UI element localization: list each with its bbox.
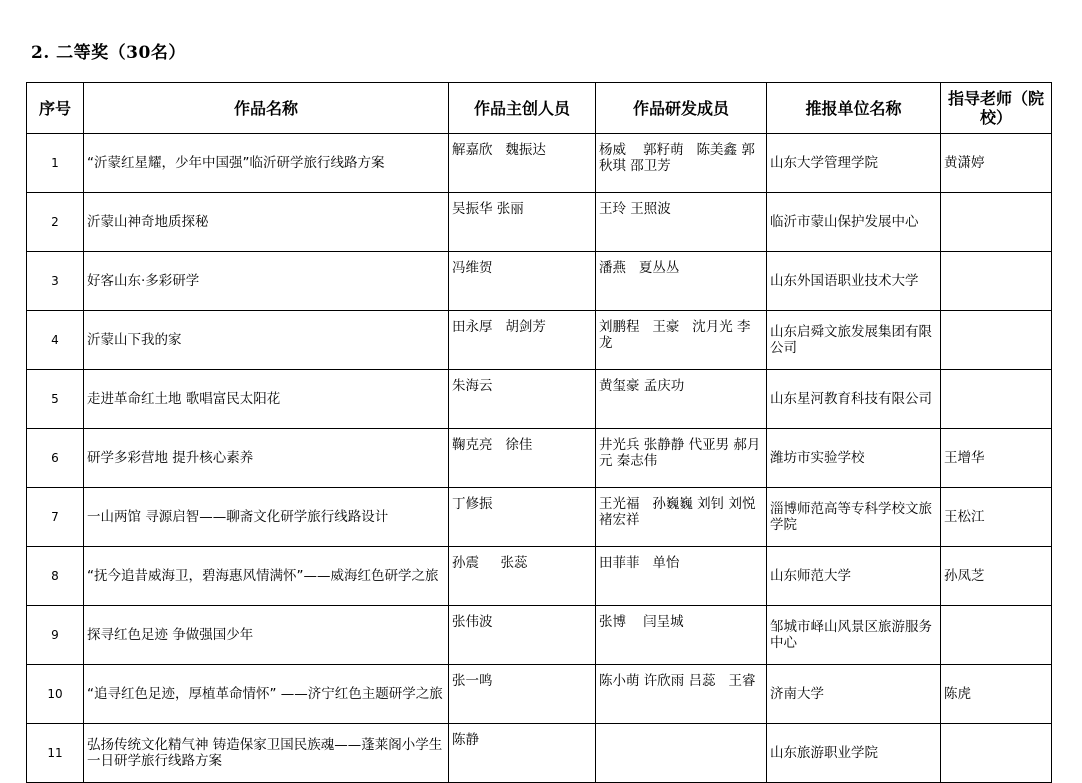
cell-dev-members: 杨威 郭籽萌 陈美鑫 郭秋琪 邵卫芳: [596, 134, 767, 193]
cell-no: 2: [27, 193, 84, 252]
cell-teacher: [941, 193, 1052, 252]
cell-work-name: “沂蒙红星耀，少年中国强”临沂研学旅行线路方案: [84, 134, 449, 193]
cell-no: 4: [27, 311, 84, 370]
cell-no: 6: [27, 429, 84, 488]
cell-dev-members: 王玲 王照波: [596, 193, 767, 252]
cell-main-creators: 冯维贺: [449, 252, 596, 311]
cell-unit: 邹城市峄山风景区旅游服务中心: [767, 606, 941, 665]
cell-work-name: “追寻红色足迹，厚植革命情怀” ——济宁红色主题研学之旅: [84, 665, 449, 724]
header-main-creators: 作品主创人员: [449, 83, 596, 134]
cell-main-creators: 丁修振: [449, 488, 596, 547]
cell-main-creators: 朱海云: [449, 370, 596, 429]
cell-work-name: 好客山东·多彩研学: [84, 252, 449, 311]
cell-teacher: [941, 311, 1052, 370]
cell-main-creators: 田永厚 胡剑芳: [449, 311, 596, 370]
header-work-name: 作品名称: [84, 83, 449, 134]
award-table: [26, 82, 1052, 783]
cell-work-name: 走进革命红土地 歌唱富民太阳花: [84, 370, 449, 429]
cell-no: 8: [27, 547, 84, 606]
table-row: [27, 547, 1052, 606]
cell-main-creators: 张一鸣: [449, 665, 596, 724]
cell-no: 3: [27, 252, 84, 311]
cell-work-name: 弘扬传统文化精气神 铸造保家卫国民族魂——蓬莱阁小学生一日研学旅行线路方案: [84, 724, 449, 783]
cell-work-name: 一山两馆 寻源启智——聊斋文化研学旅行线路设计: [84, 488, 449, 547]
cell-main-creators: 鞠克亮 徐佳: [449, 429, 596, 488]
table-row: [27, 252, 1052, 311]
table-row: [27, 429, 1052, 488]
cell-work-name: 探寻红色足迹 争做强国少年: [84, 606, 449, 665]
header-no: 序号: [27, 83, 84, 134]
cell-teacher: 陈虎: [941, 665, 1052, 724]
cell-work-name: “抚今追昔威海卫，碧海惠风情满怀”——威海红色研学之旅: [84, 547, 449, 606]
cell-no: 1: [27, 134, 84, 193]
cell-dev-members: 田菲菲 单怡: [596, 547, 767, 606]
cell-main-creators: 陈静: [449, 724, 596, 783]
table-row: [27, 193, 1052, 252]
cell-teacher: 王增华: [941, 429, 1052, 488]
cell-unit: 淄博师范高等专科学校文旅学院: [767, 488, 941, 547]
section-title: 2. 二等奖（30名）: [31, 43, 186, 63]
table-header-row: [27, 83, 1052, 134]
cell-dev-members: 王光福 孙巍巍 刘钊 刘悦 褚宏祥: [596, 488, 767, 547]
cell-dev-members: 刘鹏程 王豪 沈月光 李龙: [596, 311, 767, 370]
cell-work-name: 研学多彩营地 提升核心素养: [84, 429, 449, 488]
cell-dev-members: [596, 724, 767, 783]
cell-no: 11: [27, 724, 84, 783]
cell-teacher: [941, 252, 1052, 311]
table-row: [27, 606, 1052, 665]
cell-unit: 山东师范大学: [767, 547, 941, 606]
table-row: [27, 724, 1052, 783]
cell-teacher: [941, 606, 1052, 665]
table-row: [27, 370, 1052, 429]
cell-work-name: 沂蒙山下我的家: [84, 311, 449, 370]
cell-no: 10: [27, 665, 84, 724]
cell-main-creators: 张伟波: [449, 606, 596, 665]
cell-teacher: [941, 724, 1052, 783]
cell-teacher: 孙凤芝: [941, 547, 1052, 606]
cell-unit: 山东星河教育科技有限公司: [767, 370, 941, 429]
cell-main-creators: 解嘉欣 魏振达: [449, 134, 596, 193]
cell-unit: 济南大学: [767, 665, 941, 724]
cell-unit: 潍坊市实验学校: [767, 429, 941, 488]
cell-work-name: 沂蒙山神奇地质探秘: [84, 193, 449, 252]
cell-no: 9: [27, 606, 84, 665]
cell-main-creators: 孙震 张蕊: [449, 547, 596, 606]
cell-no: 5: [27, 370, 84, 429]
cell-unit: 山东旅游职业学院: [767, 724, 941, 783]
header-dev-members: 作品研发成员: [596, 83, 767, 134]
cell-dev-members: 潘燕 夏丛丛: [596, 252, 767, 311]
cell-unit: 山东外国语职业技术大学: [767, 252, 941, 311]
cell-unit: 临沂市蒙山保护发展中心: [767, 193, 941, 252]
cell-dev-members: 张博 闫呈城: [596, 606, 767, 665]
header-unit: 推报单位名称: [767, 83, 941, 134]
cell-main-creators: 吴振华 张丽: [449, 193, 596, 252]
cell-dev-members: 井光兵 张静静 代亚男 郝月元 秦志伟: [596, 429, 767, 488]
table-row: [27, 134, 1052, 193]
cell-dev-members: 陈小萌 许欣雨 吕蕊 王睿: [596, 665, 767, 724]
cell-unit: 山东大学管理学院: [767, 134, 941, 193]
cell-unit: 山东启舜文旅发展集团有限公司: [767, 311, 941, 370]
cell-no: 7: [27, 488, 84, 547]
cell-dev-members: 黄玺豪 孟庆功: [596, 370, 767, 429]
cell-teacher: 黄潇婷: [941, 134, 1052, 193]
table-row: [27, 488, 1052, 547]
table-row: [27, 665, 1052, 724]
cell-teacher: 王松江: [941, 488, 1052, 547]
cell-teacher: [941, 370, 1052, 429]
header-teacher: 指导老师（院校）: [941, 83, 1052, 134]
table-row: [27, 311, 1052, 370]
